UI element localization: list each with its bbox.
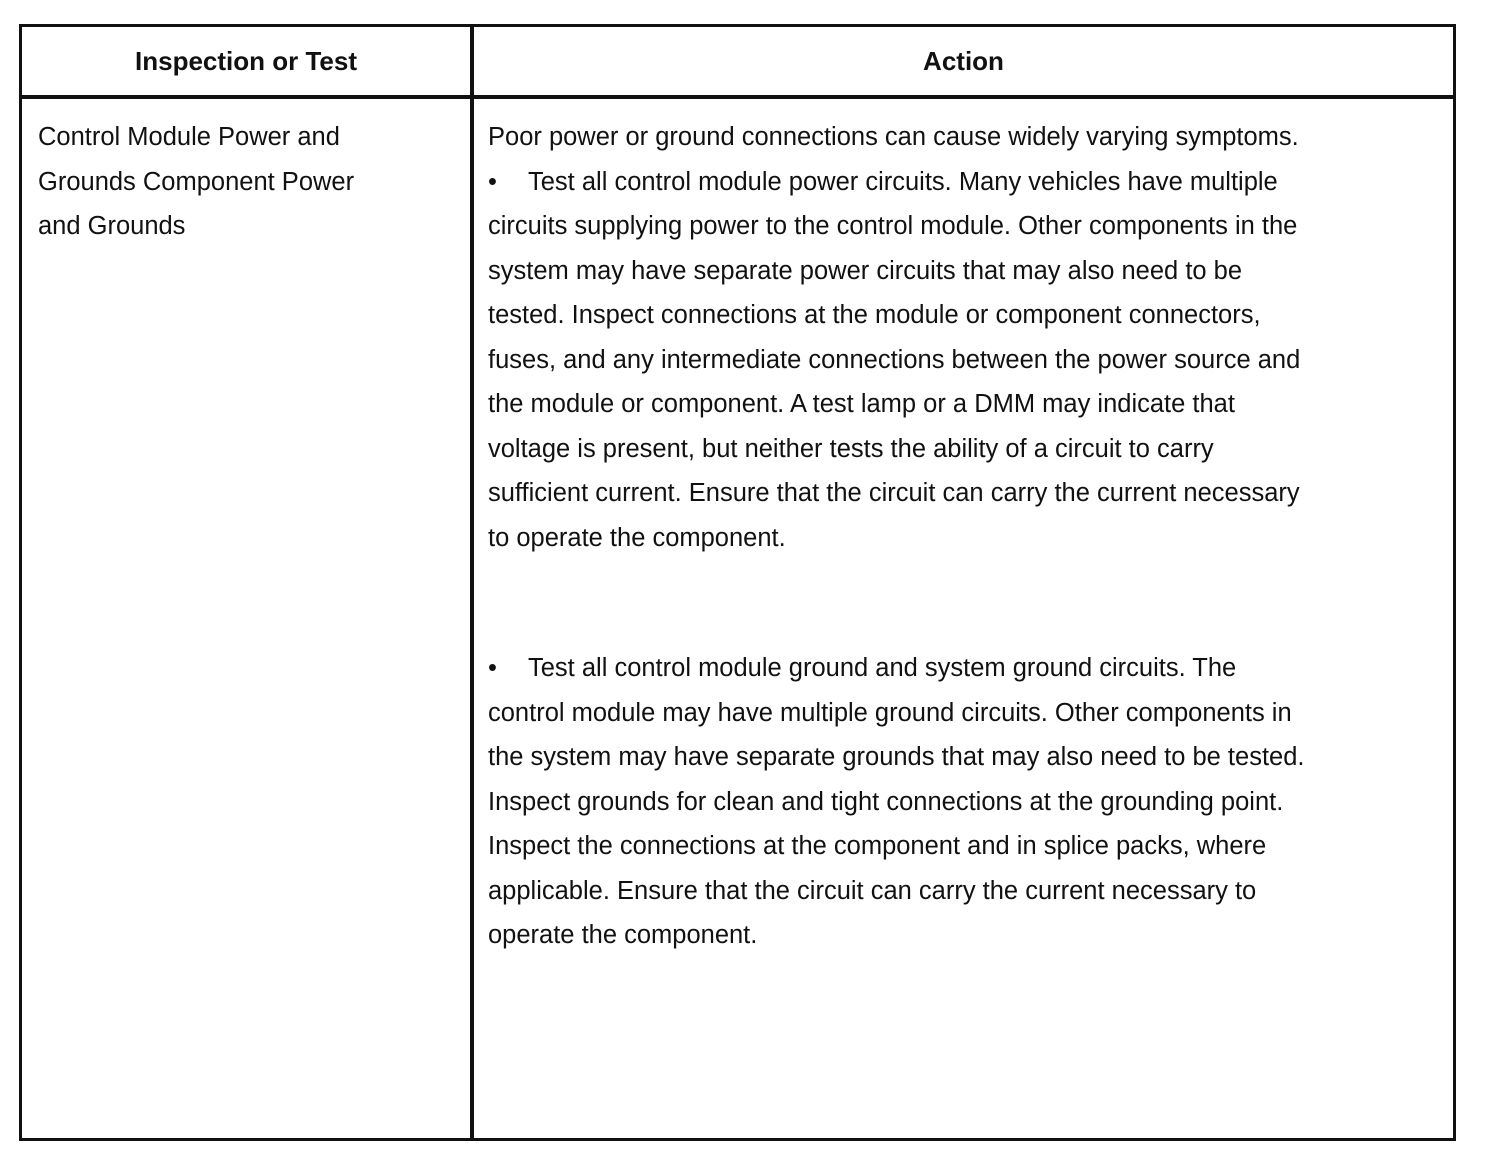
header-divider — [22, 95, 1453, 99]
inspection-line: Grounds Component Power — [38, 167, 355, 196]
action-bullet-power — [488, 160, 1388, 561]
inspection-line: and Grounds — [38, 212, 186, 240]
action-line: Inspect the connections at the component and in splice packs, where — [488, 832, 1267, 860]
action-intro: Poor power or ground connections can cause widely varying symptoms. — [488, 123, 1299, 151]
action-line: Inspect grounds for clean and tight connections at the grounding point. — [488, 787, 1284, 816]
header-inspection: Inspection or Test — [135, 46, 357, 76]
bullet-text: Test all control module power circuits. Many vehicles have multiple — [528, 167, 1278, 196]
action-line: fuses, and any intermediate connections between the power source and — [488, 345, 1301, 374]
bullet-line — [488, 160, 1388, 205]
action-line: circuits supplying power to the control module. Other components in the — [488, 212, 1298, 240]
action-line: tested. Inspect connections at the module or component connectors, — [488, 301, 1261, 329]
diagnostic-table — [19, 24, 1456, 1141]
bullet-icon: • — [488, 167, 497, 196]
inspection-line: Control Module Power and — [38, 123, 340, 151]
action-cell — [488, 115, 1388, 958]
action-line: voltage is present, but neither tests the ability of a circuit to carry — [488, 434, 1214, 463]
inspection-cell — [38, 115, 438, 249]
action-line: operate the component. — [488, 921, 758, 949]
column-divider — [470, 27, 474, 1138]
header-action: Action — [923, 46, 1004, 76]
action-line: to operate the component. — [488, 523, 786, 552]
action-line: control module may have multiple ground circuits. Other components in — [488, 698, 1292, 727]
action-line: applicable. Ensure that the circuit can carry the current necessary to — [488, 876, 1257, 905]
action-line: the system may have separate grounds that may also need to be tested. — [488, 743, 1305, 771]
action-line: system may have separate power circuits that may also need to be — [488, 256, 1243, 285]
bullet-icon: • — [488, 654, 497, 682]
action-line: the module or component. A test lamp or a DMM may indicate that — [488, 390, 1235, 418]
action-line: sufficient current. Ensure that the circuit can carry the current necessary — [488, 479, 1300, 507]
bullet-text: Test all control module ground and system ground circuits. The — [528, 654, 1237, 682]
bullet-line — [488, 646, 1388, 691]
paragraph-spacer — [488, 560, 1388, 646]
action-bullet-ground — [488, 646, 1388, 958]
